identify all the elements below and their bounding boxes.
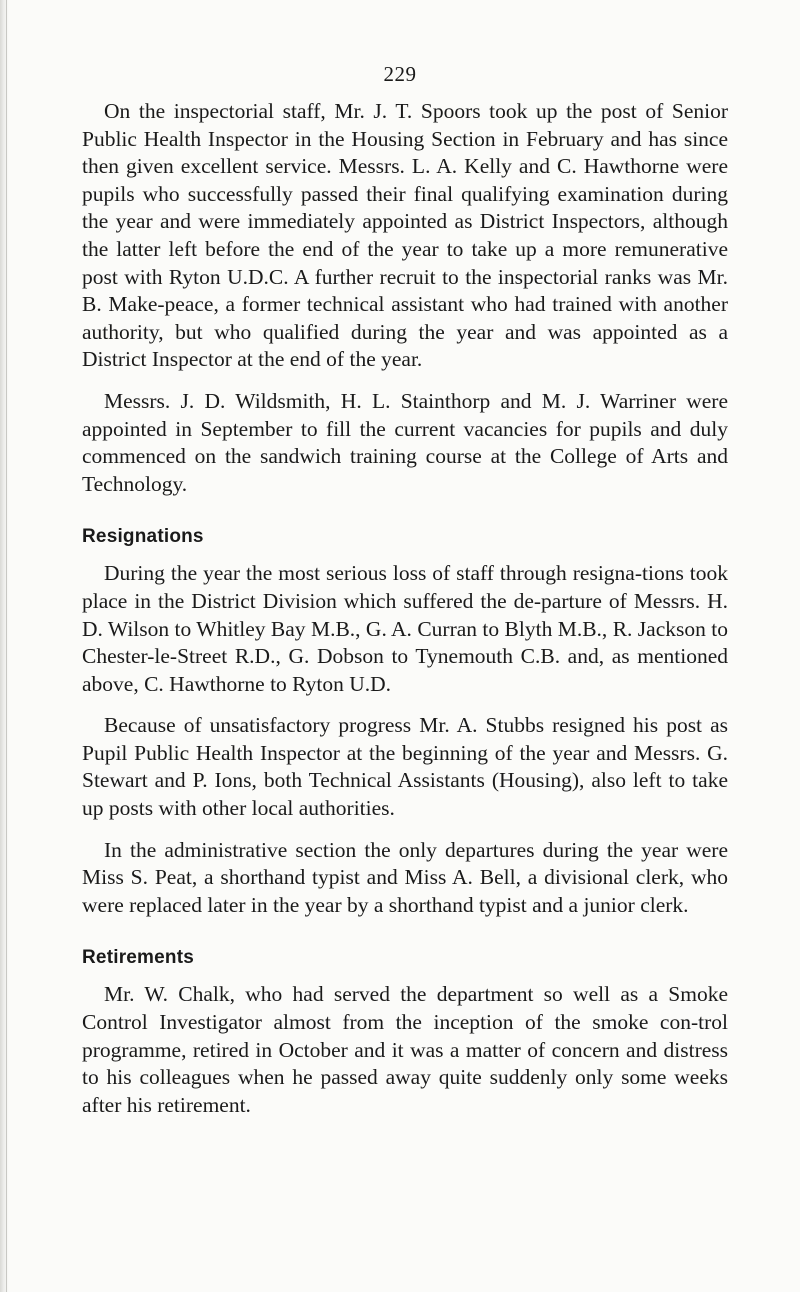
binding-edge — [0, 0, 9, 1292]
staff-paragraph-2: Messrs. J. D. Wildsmith, H. L. Stainthorp and M. J. Warriner were appointed in September to fill the current vacancies for pupils and duly commenced on the sandwich training course at the College of Arts and Technology. — [82, 388, 728, 496]
staff-paragraph-1: On the inspectorial staff, Mr. J. T. Spoors took up the post of Senior Public Health Inspector in the Housing Section in February and has since then given excellent service. Messrs. L. A. Kelly and C. Hawthorne were pupils who successfully passed their final qualifying examination during the year and were immediately appointed as District Inspectors, although the latter left before the end of the year to take up a more remunerative post with Ryton U.D.C. A further recruit to the inspectorial ranks was Mr. B. Make-peace, a former technical assistant who had trained with another authority, but who qualified during the year and was appointed as a District Inspector at the end of the year. — [82, 99, 728, 372]
resignations-heading: Resignations — [82, 526, 204, 548]
resignations-paragraph-2: Because of unsatisfactory progress Mr. A. Stubbs resigned his post as Pupil Public Health Inspector at the beginning of the year and Messrs. G. Stewart and P. Ions, both Technical Assistants (Housing), also left to take up posts with other local authorities. — [82, 713, 728, 821]
binding-line — [6, 0, 7, 1292]
resignations-paragraph-3: In the administrative section the only departures during the year were Miss S. Peat, a shorthand typist and Miss A. Bell, a divisional clerk, who were replaced later in the year by a shorthand typist and a junior clerk. — [82, 837, 728, 917]
retirements-paragraph-1: Mr. W. Chalk, who had served the department so well as a Smoke Control Investigator almost from the inception of the smoke con-trol programme, retired in October and it was a matter of concern and distress to his colleagues when he passed away quite suddenly only some weeks after his retirement. — [82, 982, 728, 1117]
retirements-heading: Retirements — [82, 947, 195, 969]
page-content — [82, 98, 728, 1133]
page-number: 229 — [383, 62, 417, 86]
resignations-paragraph-1: During the year the most serious loss of staff through resigna-tions took place in the District Division which suffered the de-parture of Messrs. H. D. Wilson to Whitley Bay M.B., G. A. Curran to Blyth M.B., R. Jackson to Chester-le-Street R.D., G. Dobson to Tynemouth C.B. and, as mentioned above, C. Hawthorne to Ryton U.D. — [82, 561, 728, 696]
